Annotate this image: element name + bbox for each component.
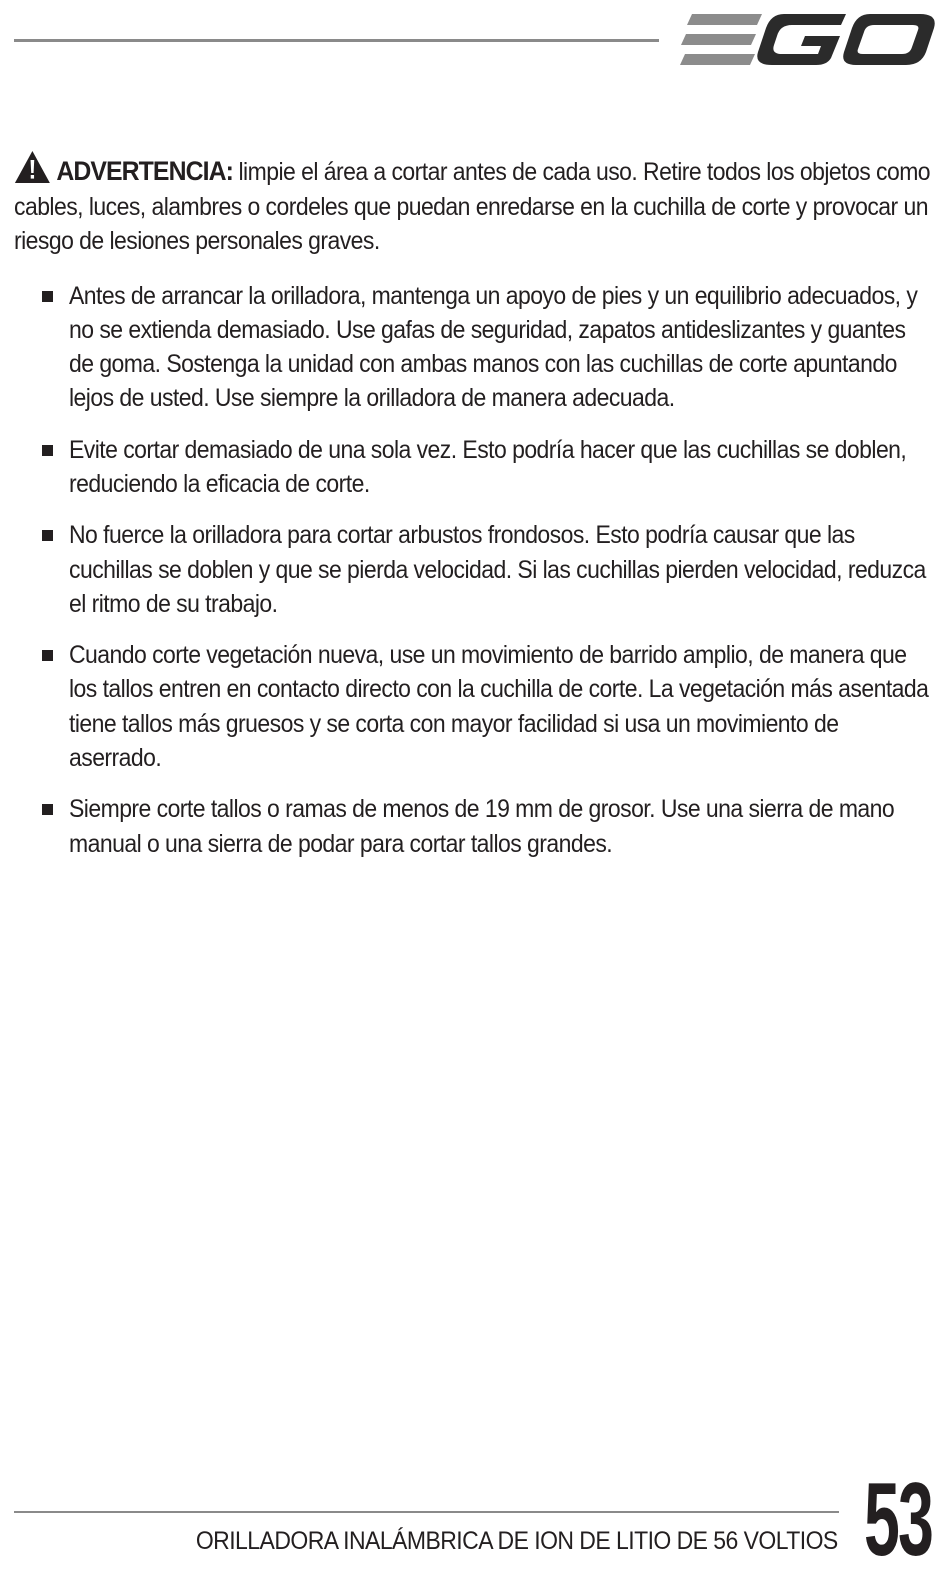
list-item xyxy=(14,792,934,861)
warning-triangle-icon xyxy=(14,150,51,184)
header-rule xyxy=(14,39,659,42)
bullet-square-icon xyxy=(42,445,53,456)
ego-logo xyxy=(680,12,936,68)
bullet-text: Antes de arrancar la orilladora, mantenga un apoyo de pies y un equilibrio adecuados, y no se extienda demasiado. Use gafas de seguridad, zapatos antideslizantes y guantes de goma. Sostenga la unidad con ambas manos con las cuchillas de corte apuntando lejos de usted. Use siempre la orilladora de manera adecuada. xyxy=(69,281,918,413)
bullet-text: Siempre corte tallos o ramas de menos de 19 mm de grosor. Use una sierra de mano manual o una sierra de podar para cortar tallos grandes. xyxy=(69,795,895,858)
warning-label: ADVERTENCIA: xyxy=(56,156,233,186)
list-item xyxy=(14,279,934,416)
bullet-square-icon xyxy=(42,530,53,541)
bullet-square-icon xyxy=(42,650,53,661)
footer-title: ORILLADORA INALÁMBRICA DE ION DE LITIO DE 56 VOLTIOS xyxy=(196,1527,838,1555)
bullet-square-icon xyxy=(42,291,53,302)
bullet-text: Cuando corte vegetación nueva, use un movimiento de barrido amplio, de manera que los tallos entren en contacto directo con la cuchilla de corte. La vegetación más asentada tiene tallos más gruesos y se corta con mayor facilidad si usa un movimiento de aserrado. xyxy=(69,641,929,773)
safety-content xyxy=(14,150,934,878)
footer-rule xyxy=(14,1511,839,1513)
bullet-text: No fuerce la orilladora para cortar arbustos frondosos. Esto podría causar que las cuchillas se doblen y que se pierda velocidad. Si las cuchillas pierden velocidad, reduzca el ritmo de su trabajo. xyxy=(69,521,926,618)
list-item xyxy=(14,638,934,775)
warning-paragraph xyxy=(14,150,934,259)
page-number: 53 xyxy=(864,1462,933,1578)
bullet-text: Evite cortar demasiado de una sola vez. Esto podría hacer que las cuchillas se doblen, reduciendo la eficacia de corte. xyxy=(69,435,907,498)
list-item xyxy=(14,518,934,621)
bullet-square-icon xyxy=(42,804,53,815)
safety-bullet-list xyxy=(14,279,934,861)
warning-text: limpie el área a cortar antes de cada uso. Retire todos los objetos como cables, luces, alambres o cordeles que puedan enredarse en la cuchilla de corte y provocar un riesgo de lesiones personales graves. xyxy=(14,158,931,255)
list-item xyxy=(14,433,934,502)
